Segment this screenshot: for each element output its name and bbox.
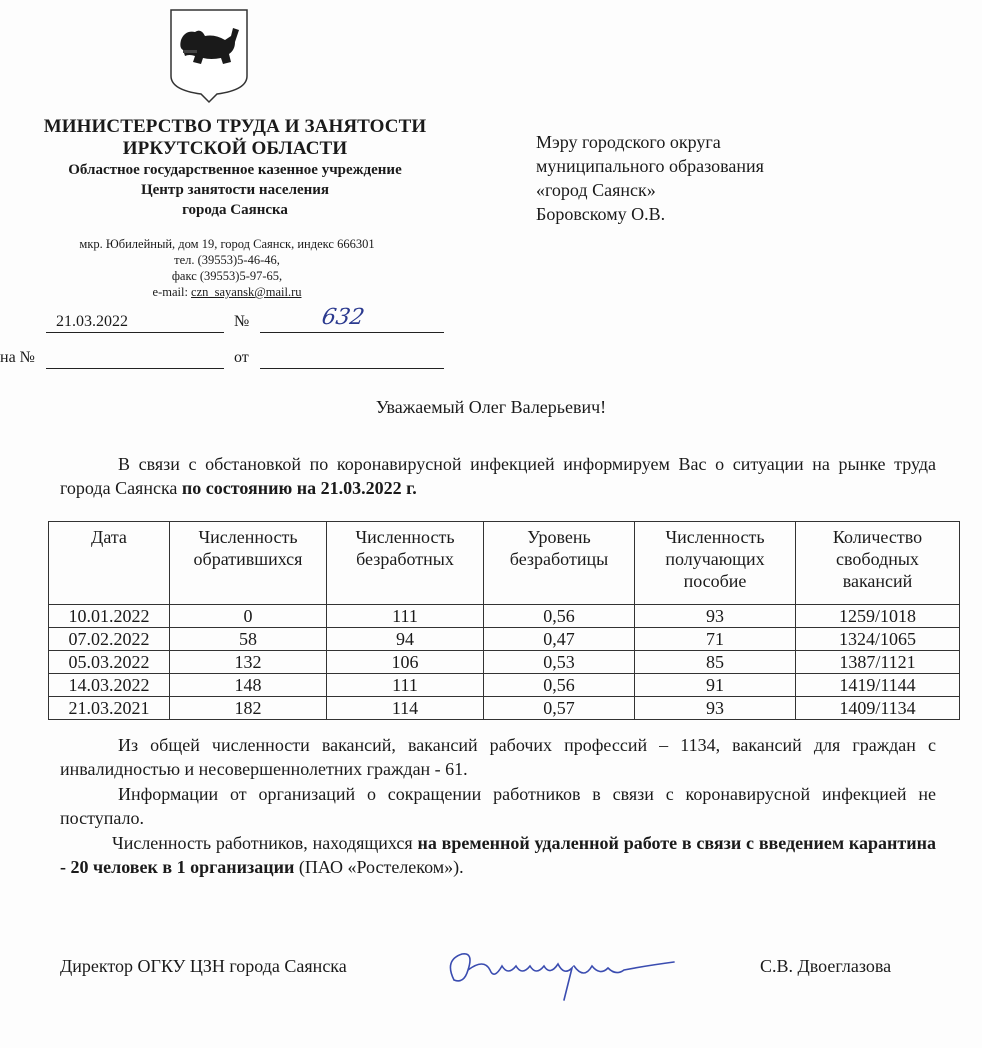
cell-unemployed: 114	[327, 697, 484, 720]
cell-rate: 0,53	[484, 651, 635, 674]
cell-date: 21.03.2021	[49, 697, 170, 720]
institution-type: Областное государственное казенное учреждение	[68, 162, 402, 178]
labor-market-table	[48, 521, 960, 720]
remote-work-paragraph	[60, 831, 936, 879]
cell-benefits: 93	[635, 697, 796, 720]
cell-unemployed: 111	[327, 674, 484, 697]
table-row	[49, 605, 960, 628]
cell-date: 14.03.2022	[49, 674, 170, 697]
director-position: Директор ОГКУ ЦЗН города Саянска	[60, 956, 347, 976]
cell-applicants: 0	[170, 605, 327, 628]
header-unemployed: Численность безработных	[327, 522, 484, 605]
cell-unemployed: 111	[327, 605, 484, 628]
cell-benefits: 93	[635, 605, 796, 628]
layoffs-paragraph	[60, 782, 936, 830]
intro-date: по состоянию на 21.03.2022 г.	[181, 478, 417, 498]
vacancies-text: Из общей численности вакансий, вакансий рабочих профессий – 1134, вакансий для граждан с инвалидностью и несовершеннолетних граждан - 61.	[60, 735, 936, 779]
table-row	[49, 651, 960, 674]
table-row	[49, 628, 960, 651]
cell-rate: 0,47	[484, 628, 635, 651]
cell-date: 07.02.2022	[49, 628, 170, 651]
institution-city: города Саянска	[182, 202, 288, 218]
cell-applicants: 182	[170, 697, 327, 720]
header-date: Дата	[49, 522, 170, 605]
organization-header	[0, 116, 470, 220]
from-field	[260, 350, 444, 369]
table-header-row	[49, 522, 960, 605]
email-label: e-mail:	[152, 285, 192, 299]
number-label: №	[234, 313, 250, 330]
cell-date: 05.03.2022	[49, 651, 170, 674]
intro-text: В связи с обстановкой по коронавирусной инфекцией информируем Вас о ситуации на рынке труда города Саянска	[60, 454, 936, 498]
cell-date: 10.01.2022	[49, 605, 170, 628]
fax: факс (39553)5-97-65,	[171, 269, 283, 283]
header-applicants: Численность обратившихся	[170, 522, 327, 605]
cell-vacancies: 1419/1144	[796, 674, 960, 697]
remote-prefix: Численность работников, находящихся	[112, 833, 418, 853]
cell-applicants: 132	[170, 651, 327, 674]
addressee-line-1: Мэру городского округа	[536, 132, 721, 152]
reply-to-label: на №	[0, 349, 35, 366]
document-date: 21.03.2022	[56, 313, 128, 330]
handwritten-signature-icon	[424, 940, 694, 1010]
cell-vacancies: 1259/1018	[796, 605, 960, 628]
address: мкр. Юбилейный, дом 19, город Саянск, индекс 666301	[79, 237, 375, 251]
cell-unemployed: 94	[327, 628, 484, 651]
document-number: 632	[319, 305, 367, 330]
coat-of-arms-icon	[167, 6, 251, 104]
cell-applicants: 148	[170, 674, 327, 697]
cell-applicants: 58	[170, 628, 327, 651]
cell-benefits: 71	[635, 628, 796, 651]
institution-name: Центр занятости населения	[140, 182, 330, 198]
cell-vacancies: 1387/1121	[796, 651, 960, 674]
reply-to-field	[46, 350, 224, 369]
contacts-block	[0, 236, 454, 300]
header-vacancies: Количество свободных вакансий	[796, 522, 960, 605]
header-benefit-recipients: Численность получающих пособие	[635, 522, 796, 605]
addressee-block	[536, 130, 764, 226]
addressee-line-3: «город Саянск»	[536, 180, 656, 200]
cell-rate: 0,57	[484, 697, 635, 720]
ministry-name: МИНИСТЕРСТВО ТРУДА И ЗАНЯТОСТИ	[43, 116, 427, 137]
cell-rate: 0,56	[484, 605, 635, 628]
email-link[interactable]: czn_sayansk@mail.ru	[191, 285, 302, 299]
salutation: Уважаемый Олег Валерьевич!	[375, 397, 607, 417]
layoffs-text: Информации от организаций о сокращении работников в связи с коронавирусной инфекцией не поступало.	[60, 784, 936, 828]
cell-vacancies: 1409/1134	[796, 697, 960, 720]
table-row	[49, 674, 960, 697]
header-unemployment-rate: Уровень безработицы	[484, 522, 635, 605]
from-label: от	[234, 349, 249, 366]
addressee-line-4: Боровскому О.В.	[536, 204, 666, 224]
table-row	[49, 697, 960, 720]
remote-bold: на временной удаленной работе в связи с введением карантина - 20 человек в 1 организации	[60, 833, 936, 877]
cell-rate: 0,56	[484, 674, 635, 697]
ministry-region: ИРКУТСКОЙ ОБЛАСТИ	[122, 138, 348, 159]
phone: тел. (39553)5-46-46,	[174, 253, 280, 267]
cell-unemployed: 106	[327, 651, 484, 674]
cell-vacancies: 1324/1065	[796, 628, 960, 651]
cell-benefits: 91	[635, 674, 796, 697]
addressee-line-2: муниципального образования	[536, 156, 764, 176]
remote-suffix: (ПАО «Ростелеком»).	[294, 857, 464, 877]
intro-paragraph	[60, 452, 936, 500]
email-line	[0, 284, 454, 300]
vacancies-paragraph	[60, 733, 936, 781]
cell-benefits: 85	[635, 651, 796, 674]
director-name: С.В. Двоеглазова	[760, 956, 892, 976]
